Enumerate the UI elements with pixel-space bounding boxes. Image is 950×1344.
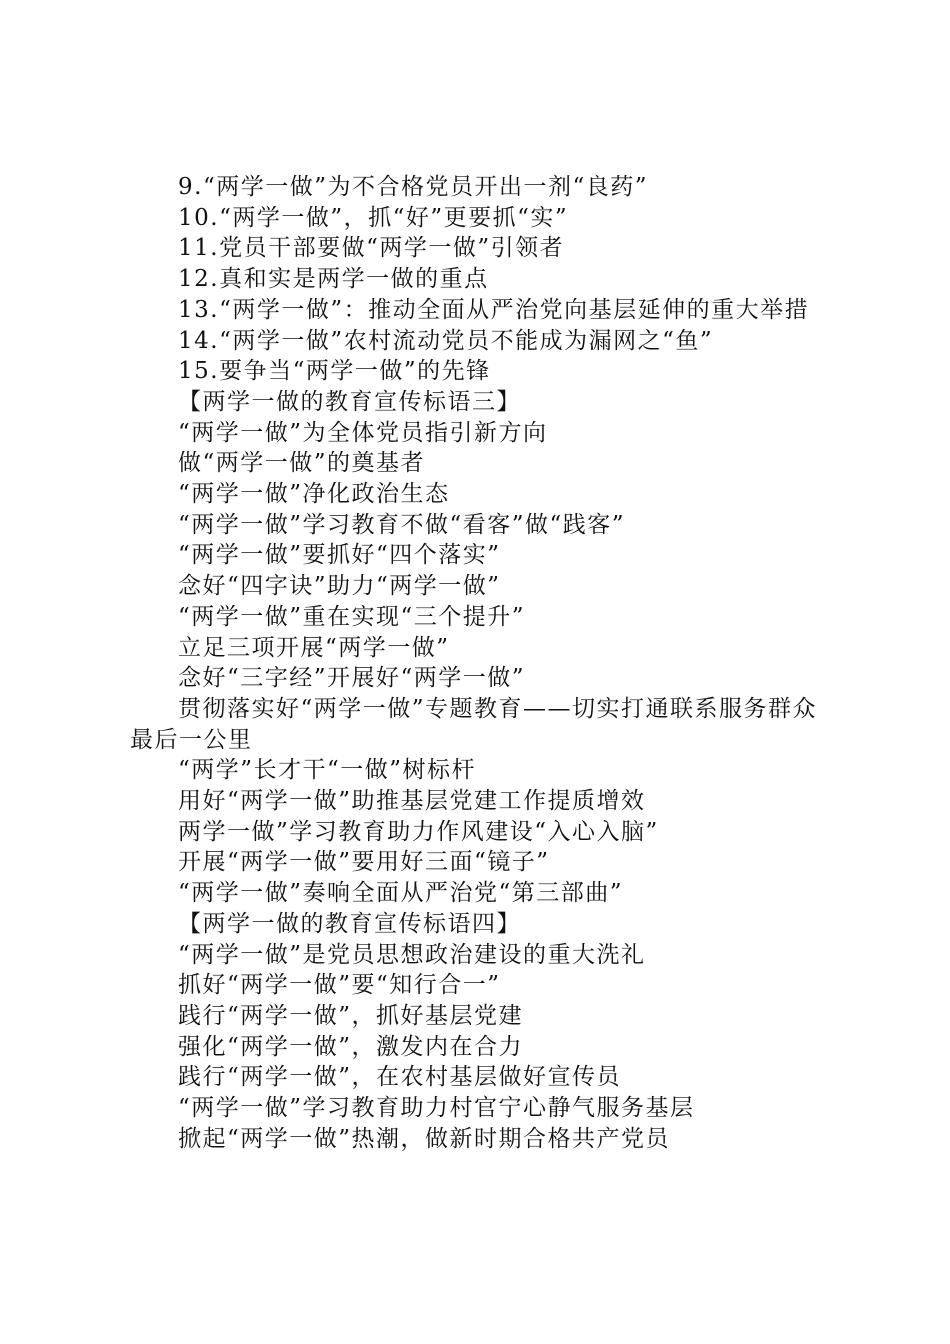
section-heading: 【两学一做的教育宣传标语四】 [178,910,521,937]
paragraph: 两学一做”学习教育助力作风建设“入心入脑” [178,818,659,845]
paragraph: “两学一做”奏响全面从严治党“第三部曲” [178,880,624,907]
paragraph: 14.“两学一做”农村流动党员不能成为漏网之“鱼” [178,327,714,354]
section-heading: 【两学一做的教育宣传标语三】 [178,388,521,415]
paragraph: 9.“两学一做”为不合格党员开出一剂“良药” [178,174,648,200]
paragraph: “两学一做”为全体党员指引新方向 [178,419,548,446]
paragraph: 11.党员干部要做“两学一做”引领者 [178,235,565,262]
paragraph: 10.“两学一做”，抓“好”更要抓“实” [178,204,569,231]
paragraph: 做“两学一做”的奠基者 [178,450,426,477]
paragraph: 践行“两学一做”，抓好基层党建 [178,1002,524,1029]
paragraph: “两学一做”学习教育助力村官宁心静气服务基层 [178,1095,695,1122]
paragraph: 立足三项开展“两学一做” [178,634,450,661]
paragraph: 抓好“两学一做”要“知行合一” [178,972,501,999]
paragraph: “两学一做”净化政治生态 [178,481,450,508]
paragraph: 15.要争当“两学一做”的先锋 [178,358,491,385]
paragraph: 念好“四字诀”助力“两学一做” [178,573,501,600]
document-body [130,172,835,1155]
paragraph: “两学”长才干“一做”树标杆 [178,757,477,784]
paragraph: 掀起“两学一做”热潮，做新时期合格共产党员 [178,1125,671,1152]
paragraph: 开展“两学一做”要用好三面“镜子” [178,849,550,876]
paragraph: “两学一做”重在实现“三个提升” [178,603,526,630]
paragraph: “两学一做”是党员思想政治建设的重大洗礼 [178,941,646,968]
paragraph: 践行“两学一做”，在农村基层做好宣传员 [178,1064,622,1091]
paragraph: “两学一做”要抓好“四个落实” [178,542,501,569]
paragraph: “两学一做”学习教育不做“看客”做“践客” [178,511,626,538]
paragraph: 贯彻落实好“两学一做”专题教育——切实打通联系服务群众最后一公里 [130,695,818,753]
paragraph: 强化“两学一做”，激发内在合力 [178,1033,524,1060]
paragraph: 念好“三字经”开展好“两学一做” [178,665,526,692]
paragraph: 12.真和实是两学一做的重点 [178,266,489,293]
paragraph: 用好“两学一做”助推基层党建工作提质增效 [178,788,646,815]
paragraph: 13.“两学一做”：推动全面从严治党向基层延伸的重大举措 [178,296,810,323]
